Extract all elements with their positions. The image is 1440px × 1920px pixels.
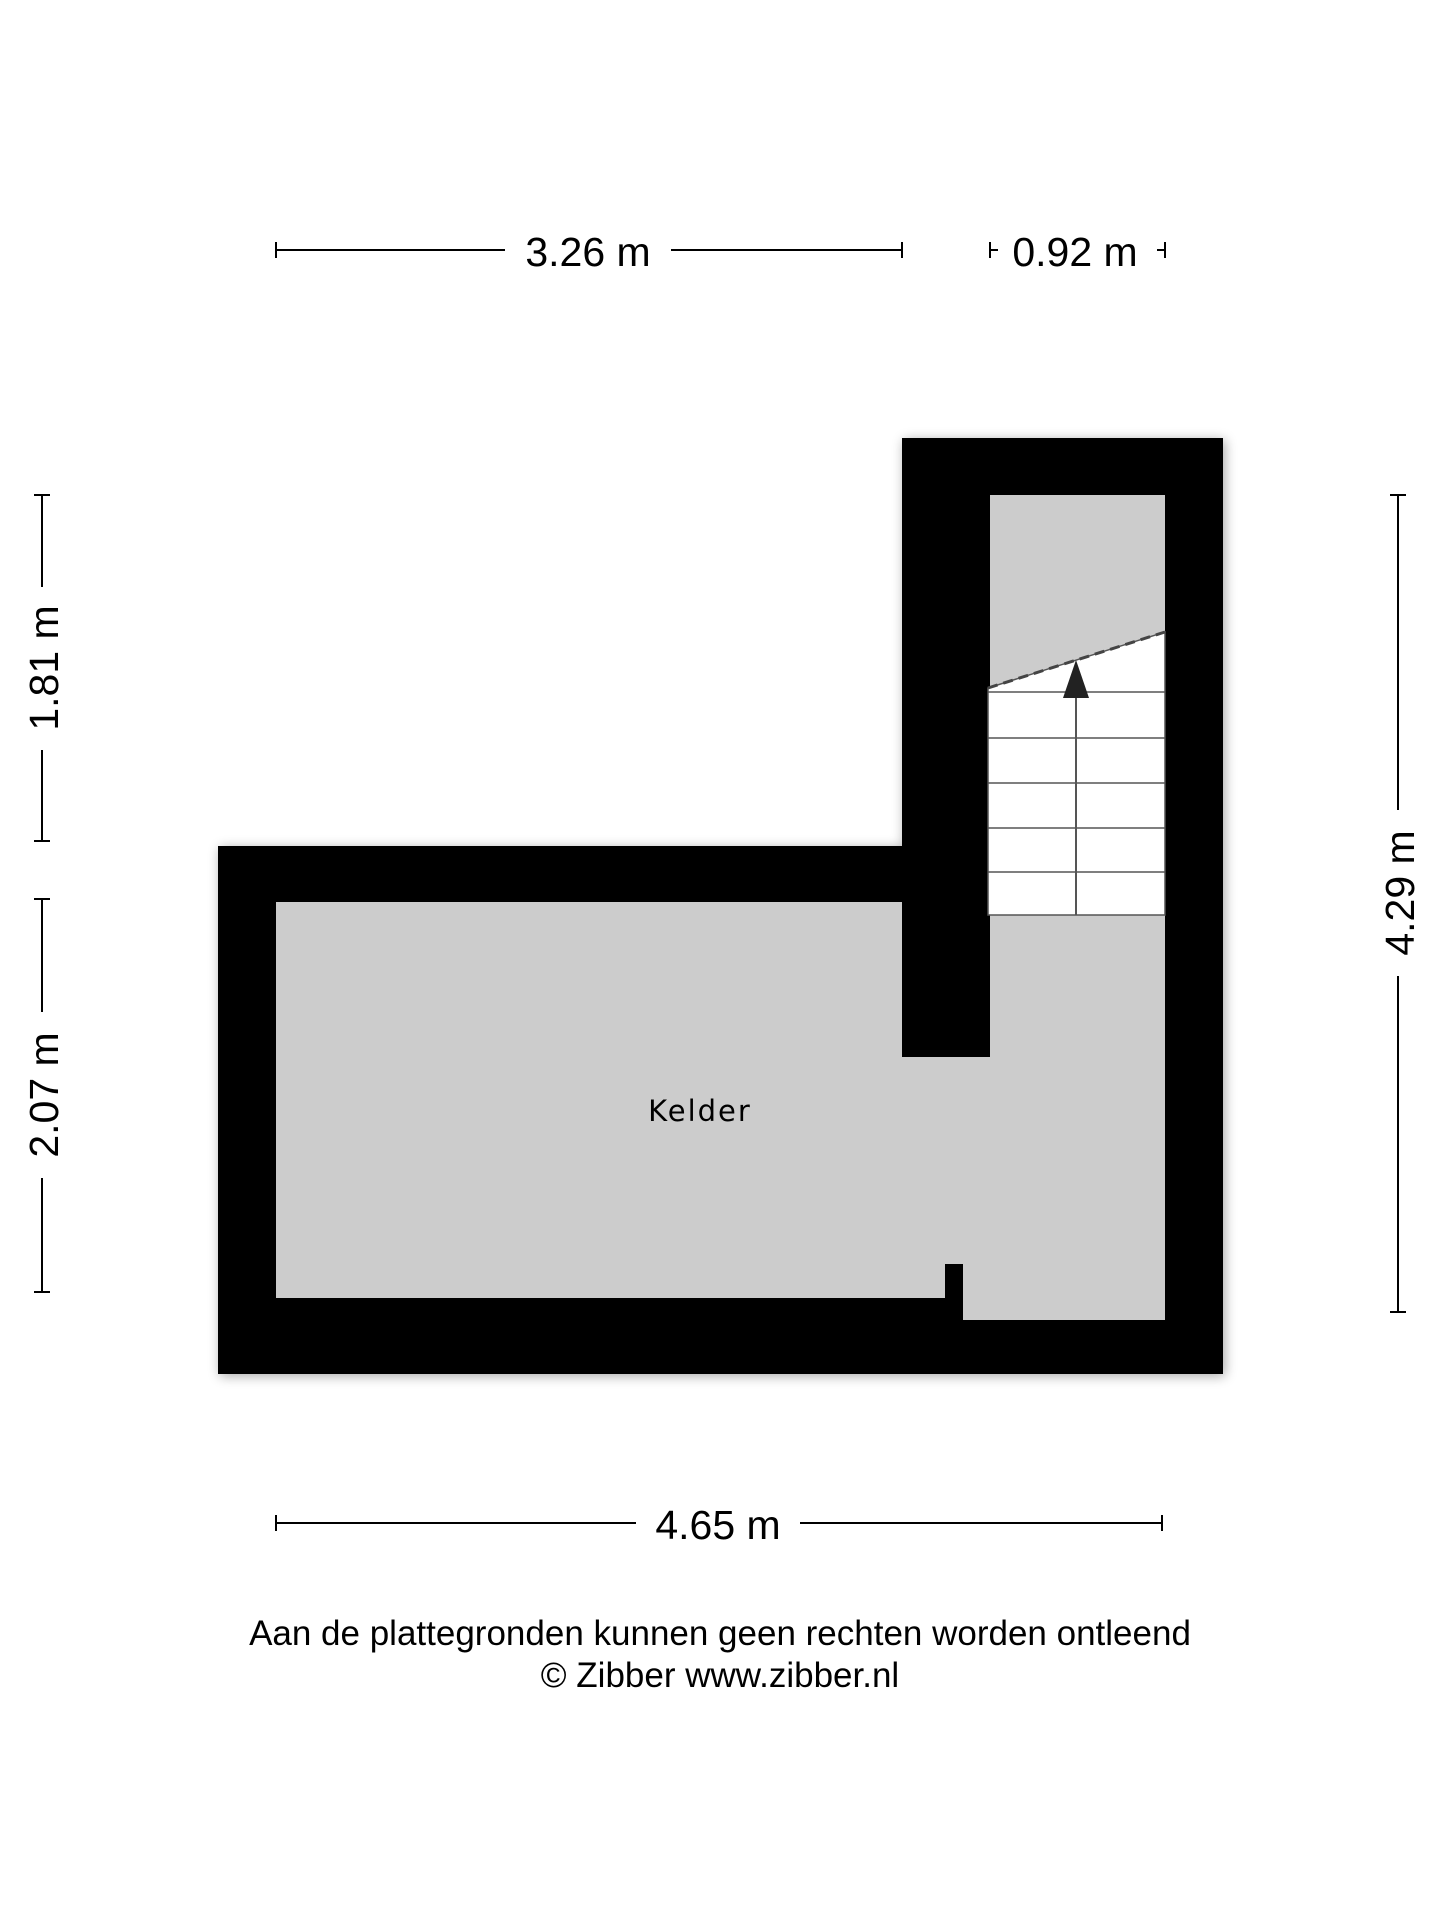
dimension-label-right: 4.29 m (1377, 830, 1423, 956)
dimension-label-left-upper: 1.81 m (21, 605, 67, 731)
dimension-label-left-lower: 2.07 m (21, 1032, 67, 1158)
footer-disclaimer: Aan de plattegronden kunnen geen rechten worden ontleend (249, 1614, 1191, 1653)
footer-copyright: © Zibber www.zibber.nl (540, 1656, 900, 1695)
dimension-label-bottom: 4.65 m (655, 1502, 781, 1548)
dimension-label-top-left: 3.26 m (525, 229, 651, 275)
room-label-kelder: Kelder (648, 1094, 752, 1128)
dimension-label-top-right: 0.92 m (1012, 229, 1138, 275)
